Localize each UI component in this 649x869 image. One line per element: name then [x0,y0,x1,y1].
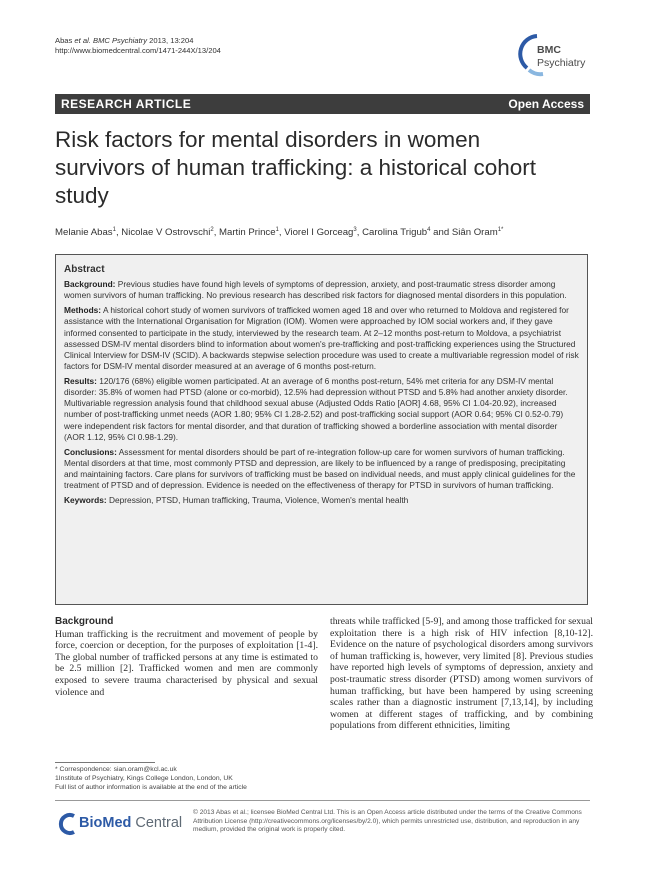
logo-bmc-text: BMC [537,44,561,56]
biomed-central-wordmark: BioMed Central [79,815,183,831]
author-list: Melanie Abas$^1$, Nicolae V Ostrovschi$^2$, Martin Prince$^1$, Viorel I Gorceag$^3$, Carolina Trigub$^4$ and Siân Oram$^{1*}$ [55,227,504,239]
abstract-results: Results: 120/176 (68%) eligible women participated. At an average of 6 months post-return, 54% met criteria for any DSM-IV mental disorder: 35.8% of women had PTSD (alone or co-morbid), 12.5% had depression without PTSD and 5.8% had another anxiety disorder. Multivariable regression analysis found that childhood sexual abuse (Adjusted Odds Ratio [AOR] 4.68, 95% CI 1.04-20.92), increased number of post-trafficking unmet needs (AOR 1.80; 95% CI 1.28-2.52) and post-trafficking social support (AOR 0.64; 95% CI 0.52-0.79) were independent risk factors for mental disorder, and that duration of trafficking showed a borderline association with mental disorder (AOR 1.12, 95% CI 0.98-1.29). [64,375,568,442]
open-access-label: Open Access [508,97,584,111]
author: Melanie Abas [55,227,113,239]
body-paragraph-right: threats while trafficked [5-9], and among those trafficked for sexual exploitation there is a high risk of HIV infection [8,10-12]. Evidence on the nature of psychological disorders among survivors of human trafficking is, however, very limited [8]. Previous studies have reported high levels of symptoms of depression, anxiety and post-traumatic stress disorder (PTSD) among women survivors of human trafficking, but have been hampered by using screening scales rather than a diagnostic instrument [7,13,14], by including women at different stages of trafficking, and by combining populations from different ethnicities, limiting [330,616,593,732]
body-paragraph-left: Human trafficking is the recruitment and movement of people by force, coercion or deception, for the purposes of exploitation [1-4]. The global number of trafficked persons at any time is estimated to be 2.5 million [2]. Trafficked women and men are commonly exposed to severe trauma characterised by physical and sexual violence and [55,628,318,698]
article-title: Risk factors for mental disorders in women survivors of human trafficking: a historical cohort study [55,127,537,208]
biomed-central-logo [55,811,185,837]
article-banner [55,94,590,114]
biomed-swirl-icon [55,811,79,837]
author: Martin Prince [219,227,276,239]
logo-psychiatry-text: Psychiatry [537,57,586,69]
research-article-label: RESEARCH ARTICLE [61,97,192,111]
license-text: © 2013 Abas et al.; licensee BioMed Central Ltd. This is an Open Access article distributed under the terms of the Creative Commons Attribution License (http://creativecommons.org/licenses/by/2.0), which permits unrestricted use, distribution, and reproduction in any medium, provided the original work is properly cited. [193,809,582,834]
abstract-methods: Methods: A historical cohort study of women survivors of trafficked women aged 18 and over who returned to Moldova and registered for assistance with the International Organisation for Migration (IOM). Women were approached by IOM social workers and, if they gave informed consented to participate in the study, interviewed by the research team. At 2–12 months post-return to Moldova, a psychiatrist assessed DSM-IV mental disorders blind to information about women's pre-trafficking and post-trafficking experiences using the Structured Clinical Interview for DSM-IV (SCID). A backwards stepwise selection procedure was used to create a multivariable regression model of risk factors for DSM-IV mental disorder measured at an average of 6 months post-return. [64,305,579,372]
section-heading-background: Background [55,616,114,627]
citation-etal: et al. [74,36,91,45]
footer-divider [55,800,590,801]
abstract-heading: Abstract [64,264,105,275]
citation-line-1: Abas et al. BMC Psychiatry 2013, 13:204 [55,36,194,45]
citation-url[interactable]: http://www.biomedcentral.com/1471-244X/13/204 [55,46,221,55]
bmc-psychiatry-logo [515,30,605,80]
correspondence-note[interactable]: * Correspondence: sian.oram@kcl.ac.uk [55,766,177,773]
author: Siân Oram [451,227,498,239]
author: Viorel I Gorceag [284,227,354,239]
abstract-box [55,254,588,605]
abstract-background: Background: Previous studies have found high levels of symptoms of depression, anxiety, and post-traumatic stress disorder among women survivors of human trafficking. No previous research has described risk factors for diagnosed mental disorders in this population. [64,279,567,301]
footnote-divider [55,762,155,763]
affiliation-note: 1Institute of Psychiatry, Kings College London, London, UK [55,775,233,782]
author-info-note: Full list of author information is available at the end of the article [55,784,247,791]
abstract-content [64,264,579,510]
body-column-right [330,616,593,732]
author: Nicolae V Ostrovschi [121,227,211,239]
body-column-left [55,616,318,698]
footnotes [55,765,318,792]
citation [55,36,221,56]
citation-journal: BMC Psychiatry [90,36,148,45]
abstract-conclusions: Conclusions: Assessment for mental disorders should be part of re-integration follow-up care for women survivors of human trafficking. Mental disorders at that time, most commonly PTSD and depression, are likely to be influenced by a range of predisposing, precipitating and maintaining factors. Care plans for survivors of trafficking must be based on individual needs, and must apply clinical guidelines for the treatment of PTSD and of depression. Evidence is needed on the effectiveness of therapy for PTSD in survivors of human trafficking. [64,446,576,491]
abstract-keywords: Keywords: Depression, PTSD, Human trafficking, Trauma, Violence, Women's mental health [64,494,409,505]
author: Carolina Trigub [362,227,428,239]
